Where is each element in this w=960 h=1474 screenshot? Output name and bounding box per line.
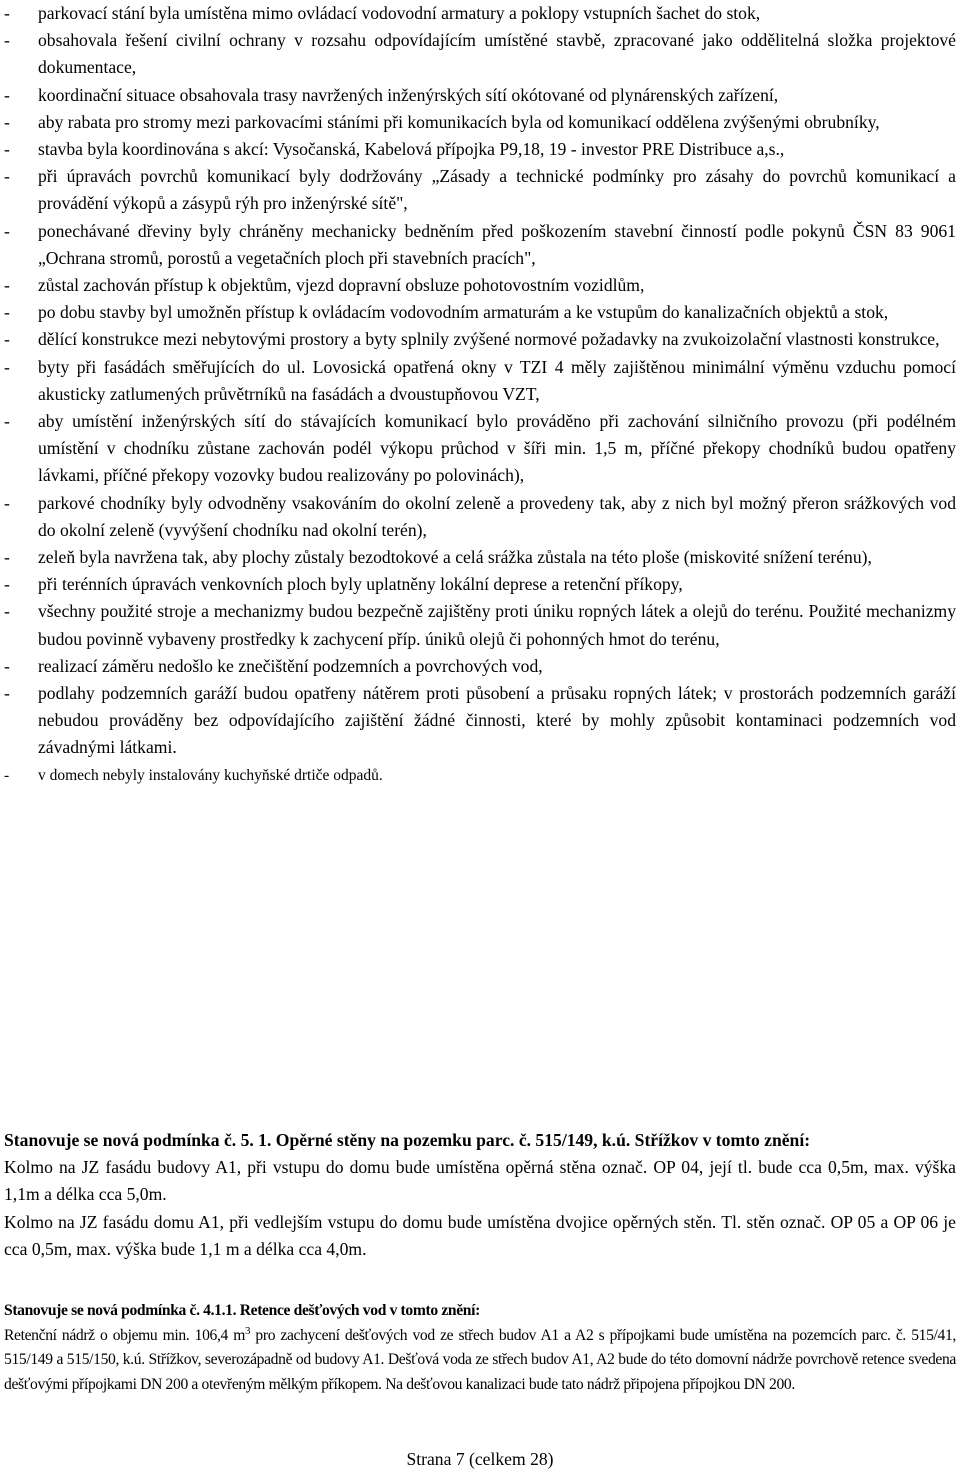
- bullet-dash: -: [4, 3, 10, 23]
- list-item: [4, 762, 956, 789]
- list-item: [4, 354, 956, 408]
- bullet-dash: -: [4, 411, 10, 432]
- list-item-text: koordinační situace obsahovala trasy navržených inženýrských sítí okótované od plynárenských zařízení,: [38, 84, 779, 105]
- bullet-dash: -: [4, 492, 10, 513]
- list-item-text: aby umístění inženýrských sítí do stávajících komunikací bylo prováděno při zachování silničního provozu (při podélném umístění v chodníku zůstane zachován podél výkopu průchod v šíři min. 1,5 m, příčné překopy chodníků budou opatřeny lávkami, příčné překopy vozovky budou realizovány po polovinách),: [38, 411, 956, 486]
- bullet-dash: -: [4, 166, 10, 187]
- bullet-dash: -: [4, 601, 10, 622]
- list-item-text: při terénních úpravách venkovních ploch byly uplatněny lokální deprese a retenční příkopy,: [38, 574, 683, 595]
- bullet-dash: -: [4, 84, 10, 105]
- list-item-text: ponechávané dřeviny byly chráněny mechanicky bedněním před poškozením stavební činností podle pokynů ČSN 83 9061 „Ochrana stromů, porostů a vegetačních ploch při stavebních pracích",: [38, 220, 956, 268]
- list-item-text: v domech nebyly instalovány kuchyňské drtiče odpadů.: [38, 766, 383, 784]
- bullet-dash: -: [4, 220, 10, 241]
- list-item: [4, 571, 956, 598]
- page-footer: Strana 7 (celkem 28): [406, 1449, 554, 1469]
- list-item-text: při úpravách povrchů komunikací byly dodržovány „Zásady a technické podmínky pro zásahy do povrchů komunikací a provádění výkopů a zásypů rýh pro inženýrské sítě",: [38, 166, 956, 214]
- paragraph-text-start: Retenční nádrž o objemu min. 106,4 m: [4, 1326, 245, 1344]
- bullet-dash: -: [4, 547, 10, 568]
- bullet-dash: -: [4, 30, 10, 51]
- list-item-text: stavba byla koordinována s akcí: Vysočanská, Kabelová přípojka P9,18, 19 - investor PRE Distribuce a,s.,: [38, 139, 785, 160]
- list-item: [4, 82, 956, 109]
- list-item: [4, 490, 956, 544]
- list-item: [4, 0, 956, 27]
- condition-4-1-1-section: [4, 1299, 956, 1397]
- bullet-dash: -: [4, 329, 10, 350]
- section-heading: Stanovuje se nová podmínka č. 4.1.1. Retence dešťových vod v tomto znění:: [4, 1302, 480, 1319]
- section-heading: Stanovuje se nová podmínka č. 5. 1. Opěrné stěny na pozemku parc. č. 515/149, k.ú. Střížkov v tomto znění:: [4, 1130, 811, 1150]
- list-item: [4, 680, 956, 762]
- list-item: [4, 218, 956, 272]
- list-item-text: parkovací stání byla umístěna mimo ovládací vodovodní armatury a poklopy vstupních šachet do stok,: [38, 3, 761, 23]
- bullet-dash: -: [4, 683, 10, 704]
- section-paragraph: Kolmo na JZ fasádu domu A1, při vedlejším vstupu do domu bude umístěna dvojice opěrných stěn. Tl. stěn označ. OP 05 a OP 06 je cca 0,5m, max. výška bude 1,1 m a délka cca 4,0m.: [4, 1211, 956, 1259]
- list-item-text: realizací záměru nedošlo ke znečištění podzemních a povrchových vod,: [38, 655, 543, 676]
- list-item: [4, 544, 956, 571]
- list-item-text: dělící konstrukce mezi nebytovými prostory a byty splnily zvýšené normové požadavky na zvukoizolační vlastnosti konstrukce,: [38, 329, 940, 350]
- bullet-dash: -: [4, 356, 10, 377]
- list-item: [4, 653, 956, 680]
- superscript: 3: [245, 1324, 251, 1337]
- list-item: [4, 408, 956, 490]
- list-item-text: po dobu stavby byl umožněn přístup k ovládacím vodovodním armaturám a ke vstupům do kanalizačních objektů a stok,: [38, 302, 889, 323]
- list-item-text: zeleň byla navržena tak, aby plochy zůstaly bezodtokové a celá srážka zůstala na této ploše (miskovité snížení terénu),: [38, 547, 872, 568]
- bullet-dash: -: [4, 574, 10, 595]
- condition-5-1-section: [4, 1127, 956, 1263]
- list-item: [4, 272, 956, 299]
- list-item-text: aby rabata pro stromy mezi parkovacími stáními při komunikacích byla od komunikací oddělena zvýšenými obrubníky,: [38, 111, 880, 132]
- bullet-dash: -: [4, 139, 10, 160]
- list-item-text: zůstal zachován přístup k objektům, vjezd dopravní obsluze pohotovostním vozidlům,: [38, 275, 645, 296]
- section-paragraph: [4, 1324, 956, 1398]
- bullet-dash: -: [4, 111, 10, 132]
- list-item: [4, 109, 956, 136]
- list-item: [4, 136, 956, 163]
- bullet-dash: -: [4, 275, 10, 296]
- list-item: [4, 598, 956, 652]
- bullet-dash: -: [4, 655, 10, 676]
- list-item-text: podlahy podzemních garáží budou opatřeny nátěrem proti působení a průsaku ropných látek; v prostorách podzemních garáží nebudou prováděny bez odpovídajícího zajištění žádné činnosti, které by mohly způsobit kontaminaci podzemních vod závadnými látkami.: [38, 683, 956, 758]
- bullet-dash: -: [4, 302, 10, 323]
- section-paragraph: Kolmo na JZ fasádu budovy A1, při vstupu do domu bude umístěna opěrná stěna označ. OP 04, její tl. bude cca 0,5m, max. výška 1,1m a délka cca 5,0m.: [4, 1157, 956, 1205]
- list-item: [4, 163, 956, 217]
- list-item: [4, 299, 956, 326]
- list-item-text: parkové chodníky byly odvodněny vsakováním do okolní zeleně a provedeny tak, aby z nich byl možný přeron srážkových vod do okolní zeleně (vyvýšení chodníku nad okolní terén),: [38, 492, 956, 540]
- list-item: [4, 326, 956, 353]
- list-item-text: byty při fasádách směřujících do ul. Lovosická opatřená okny v TZI 4 měly zajištěnou minimální výměnu vzduchu pomocí akusticky zatlumených průvětrníků na fasádách a dvoustupňovou VZT,: [38, 356, 956, 404]
- list-item-text: všechny použité stroje a mechanizmy budou bezpečně zajištěny proti úniku ropných látek a olejů do terénu. Použité mechanizmy budou povinně vybaveny prostředky k zachycení příp. úniků olejů či pohonných hmot do terénu,: [38, 601, 956, 649]
- conditions-list: [4, 0, 956, 789]
- list-item-text: obsahovala řešení civilní ochrany v rozsahu odpovídajícím umístěné stavbě, zpracované jako oddělitelná složka projektové dokumentace,: [38, 30, 956, 78]
- paragraph-text-rest: pro zachycení dešťových vod ze střech budov A1 a A2 s přípojkami bude umístěna na pozemcích parc. č. 515/41, 515/149 a 515/150, k.ú. Střížkov, severozápadně od budovy A1. Dešťová voda ze střech budov A1, A2 bude do této domovní nádrže povrchově retence svedena dešťovými přípojkami DN 200 a otevřeným mělkým příkopem. Na dešťovou kanalizaci bude tato nádrž připojena přípojkou DN 200.: [4, 1326, 956, 1393]
- bullet-dash: -: [4, 766, 10, 784]
- list-item: [4, 27, 956, 81]
